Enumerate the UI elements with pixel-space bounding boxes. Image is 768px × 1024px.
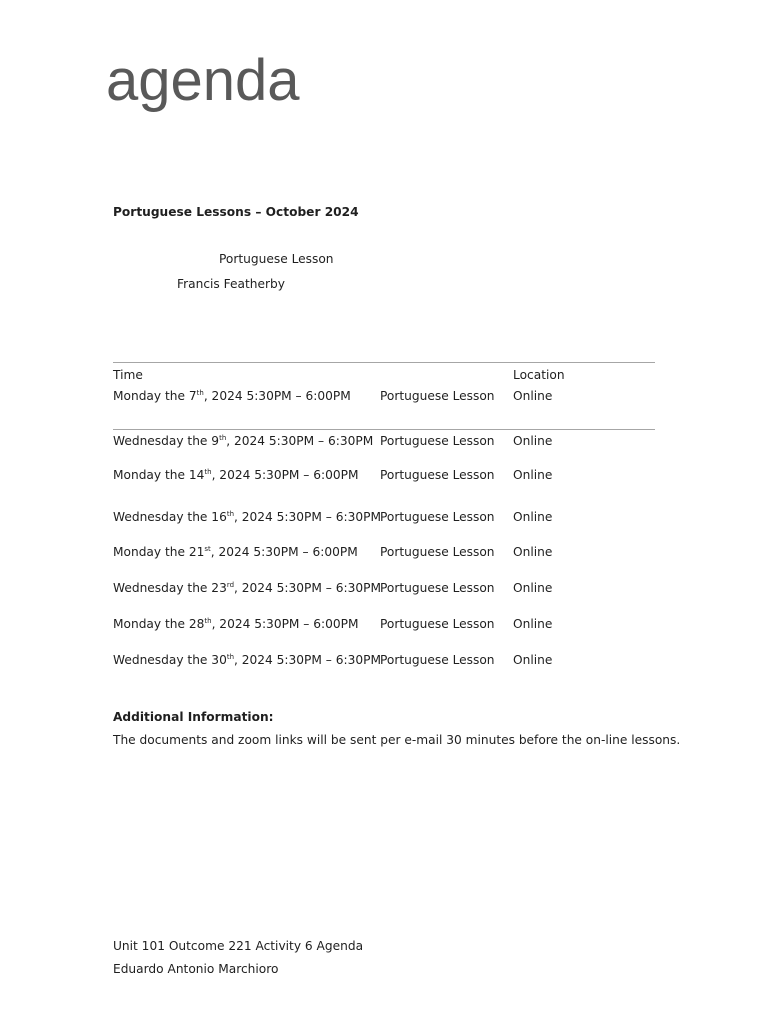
lesson-label: Portuguese Lesson [219,252,334,266]
additional-info-heading: Additional Information: [113,710,274,724]
row-time: Wednesday the 23rd, 2024 5:30PM – 6:30PM [113,580,381,595]
row-location: Online [513,434,553,448]
row-event: Portuguese Lesson [380,468,495,482]
row-time: Wednesday the 30th, 2024 5:30PM – 6:30PM [113,652,381,667]
row-event: Portuguese Lesson [380,617,495,631]
row-time: Monday the 7th, 2024 5:30PM – 6:00PM [113,388,351,403]
table-header-rule [113,429,655,430]
header-time: Time [113,368,143,382]
agenda-subtitle: Portuguese Lessons – October 2024 [113,205,359,219]
footer-author: Eduardo Antonio Marchioro [113,962,279,976]
row-event: Portuguese Lesson [380,434,495,448]
row-location: Online [513,510,553,524]
row-location: Online [513,653,553,667]
row-time: Monday the 21st, 2024 5:30PM – 6:00PM [113,544,358,559]
table-top-rule [113,362,655,363]
teacher-name: Francis Featherby [177,277,285,291]
header-location: Location [513,368,565,382]
row-event: Portuguese Lesson [380,510,495,524]
page-title: agenda [106,48,300,113]
row-event: Portuguese Lesson [380,545,495,559]
row-location: Online [513,581,553,595]
row-time: Monday the 14th, 2024 5:30PM – 6:00PM [113,467,359,482]
row-event: Portuguese Lesson [380,653,495,667]
additional-info-body: The documents and zoom links will be sent per e-mail 30 minutes before the on-line lessons. [113,733,681,747]
row-time: Monday the 28th, 2024 5:30PM – 6:00PM [113,616,359,631]
row-location: Online [513,617,553,631]
row-location: Online [513,545,553,559]
row-time: Wednesday the 9th, 2024 5:30PM – 6:30PM [113,433,374,448]
footer-document-reference: Unit 101 Outcome 221 Activity 6 Agenda [113,939,364,953]
row-event: Portuguese Lesson [380,389,495,403]
row-time: Wednesday the 16th, 2024 5:30PM – 6:30PM [113,509,381,524]
row-location: Online [513,468,553,482]
row-location: Online [513,389,553,403]
row-event: Portuguese Lesson [380,581,495,595]
